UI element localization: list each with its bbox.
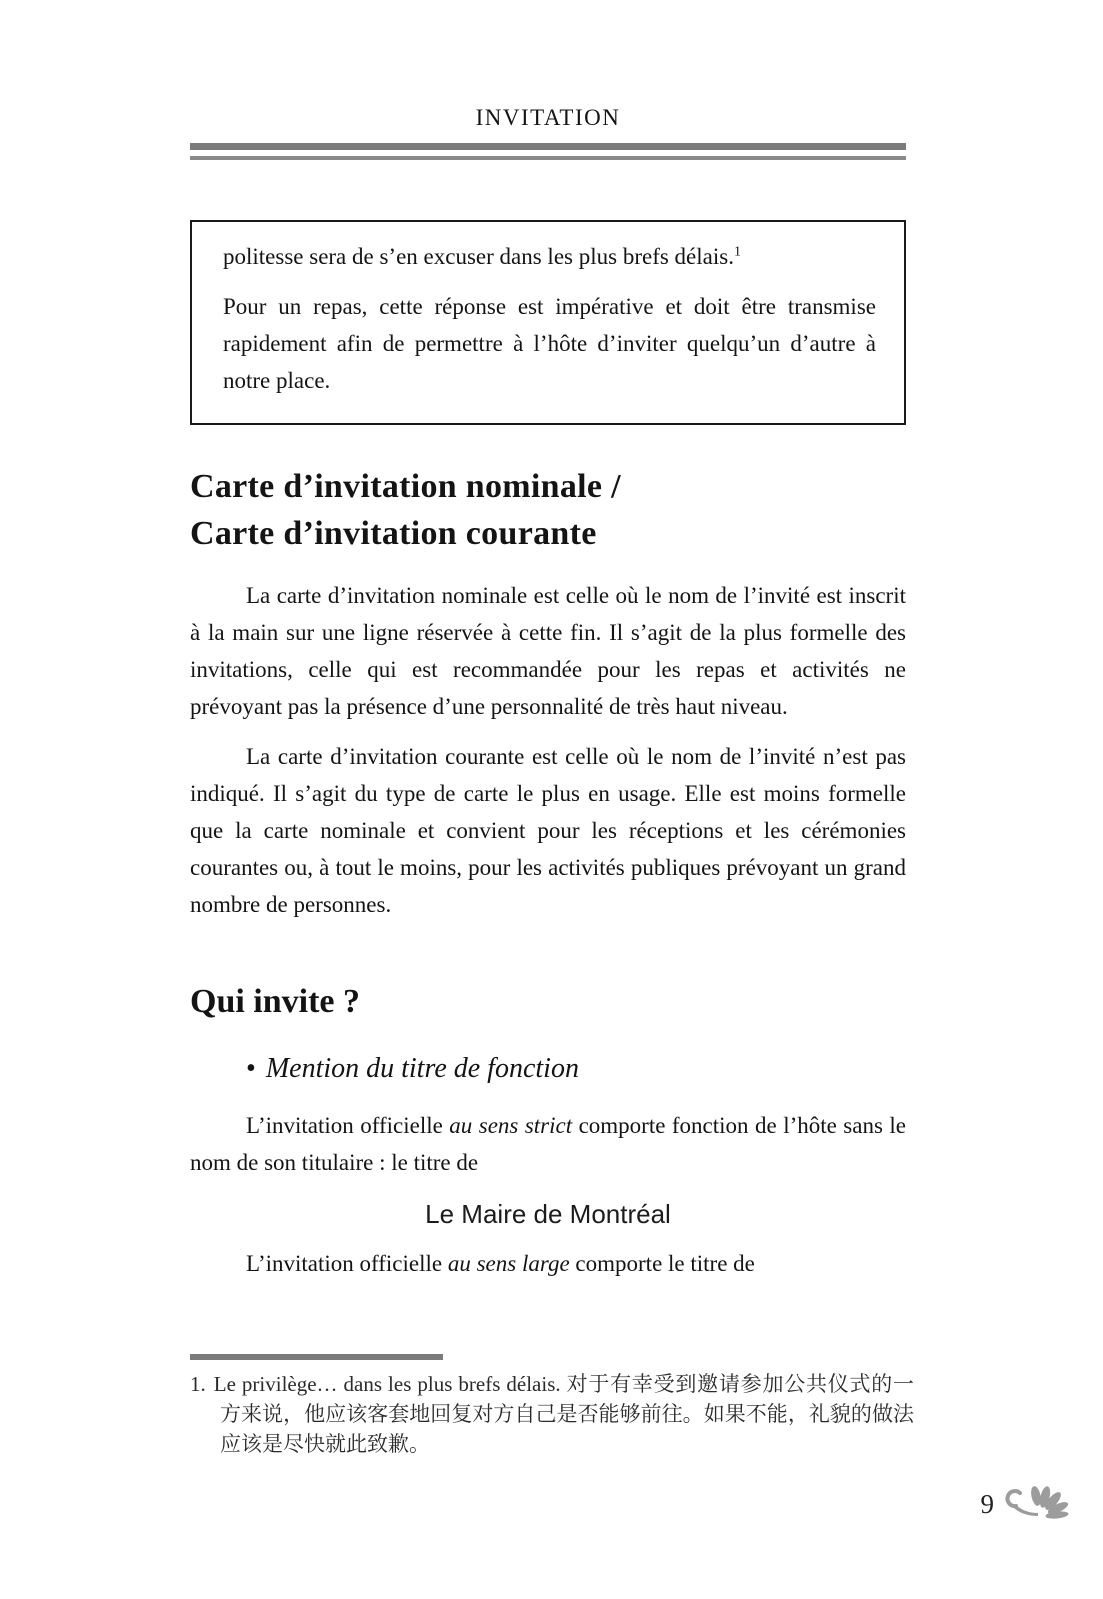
- footnote-body: Le privilège… dans les plus brefs délais. 对于有幸受到邀请参加公共仪式的一方来说，他应该客套地回复对方自己是否能够前往。如果不能，礼貌的做法应该是尽快就此致歉。: [213, 1372, 914, 1456]
- bullet-label: Mention du titre de fonction: [265, 1053, 579, 1084]
- paragraph-sens-large-pre: L’invitation officielle: [246, 1251, 448, 1276]
- page-content-column: [190, 0, 906, 1282]
- footnote-area: [190, 1354, 914, 1459]
- boxed-note-text-1: politesse sera de s’en excuser dans les plus brefs délais.: [223, 244, 734, 269]
- running-head-title: INVITATION: [475, 105, 621, 130]
- flourish-ornament-icon: [1003, 1484, 1069, 1524]
- section-heading-line-1: Carte d’invitation nominale /: [190, 468, 621, 505]
- header-rule-thin: [190, 156, 906, 160]
- section-heading-line-2: Carte d’invitation courante: [190, 515, 597, 552]
- footnote-separator-rule: [190, 1354, 443, 1360]
- page-footer: [981, 1484, 1070, 1524]
- paragraph-carte-nominale: La carte d’invitation nominale est celle où le nom de l’invité est inscrit à la main sur une ligne réservée à cette fin. Il s’agit de la plus formelle des invitations, celle qui est recommandée pour les repas et activités ne prévoyant pas la présence d’une personnalité de très haut niveau.: [190, 583, 906, 719]
- paragraph-sens-large-italic: au sens large: [447, 1251, 570, 1276]
- footnote-marker: 1.: [190, 1372, 206, 1396]
- paragraph-carte-courante: La carte d’invitation courante est celle où le nom de l’invité n’est pas indiqué. Il s’agit du type de carte le plus en usage. Elle est moins formelle que la carte nominale et convient pour les réceptions et les cérémonies courantes ou, à tout le moins, pour les activités publiques prévoyant un grand nombre de personnes.: [190, 744, 906, 917]
- boxed-note: [190, 220, 906, 425]
- footnote-text: [190, 1369, 914, 1459]
- header-rule-thick: [190, 143, 906, 150]
- example-title-line: Le Maire de Montréal: [425, 1199, 671, 1229]
- paragraph-sens-strict-italic: au sens strict: [449, 1113, 573, 1138]
- boxed-note-paragraph-2: Pour un repas, cette réponse est impérative et doit être transmise rapidement afin de permettre à l’hôte d’inviter quelqu’un d’autre à notre place.: [223, 294, 876, 393]
- page-number: 9: [980, 1489, 994, 1519]
- paragraph-sens-large-post: comporte le titre de: [569, 1251, 755, 1276]
- paragraph-sens-strict-pre: L’invitation officielle: [246, 1113, 450, 1138]
- footnote-reference: 1: [733, 244, 741, 260]
- paragraph-sens-strict: [190, 1107, 906, 1181]
- paragraph-sens-strict-post: comporte fonction de l’hôte sans le nom de son titulaire : le titre de: [190, 1113, 906, 1175]
- paragraph-sens-large: [190, 1245, 906, 1282]
- bullet-item-titre-fonction: [190, 1051, 906, 1087]
- section-heading-qui-invite: Qui invite ?: [190, 983, 361, 1020]
- bullet-icon: •: [246, 1053, 256, 1084]
- boxed-note-paragraph-1: [223, 238, 876, 275]
- section-heading-carte: [190, 463, 906, 557]
